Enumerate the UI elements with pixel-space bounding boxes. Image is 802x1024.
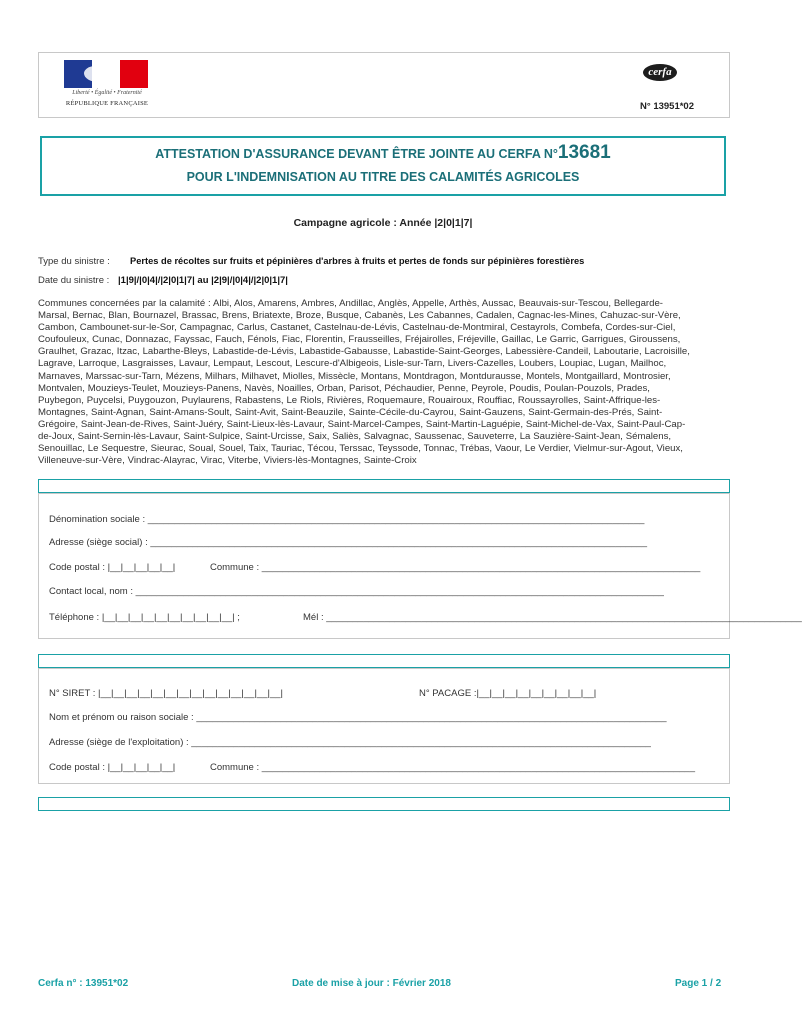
contact-local-field[interactable]: Contact local, nom : ____________________________________________________________________________________________________ — [49, 586, 664, 597]
code-postal-field[interactable]: Code postal : |__|__|__|__|__| — [49, 562, 176, 573]
communes-line: Montvalen, Mouzieys-Teulet, Mouzieys-Panens, Navès, Noailles, Orban, Parisot, Péchaudier, Penne, Peyrole, Poudis, Poulan-Pouzols, Prades, — [38, 382, 650, 394]
siret-field[interactable]: N° SIRET : |__|__|__|__|__|__|__|__|__|__|__|__|__|__| — [49, 688, 283, 699]
section-band-bottom — [38, 797, 730, 811]
adresse-exploitation-field[interactable]: Adresse (siège de l'exploitation) : _______________________________________________________________________________________ — [49, 737, 651, 748]
telephone-field[interactable]: Téléphone : |__|__|__|__|__|__|__|__|__|__| ; — [49, 612, 240, 623]
campagne-agricole: Campagne agricole : Année |2|0|1|7| — [293, 217, 473, 229]
communes-line: Coufouleux, Cunac, Donnazac, Fayssac, Fauch, Fénols, Fiac, Florentin, Frausseilles, Fréjairolles, Fréjeville, Gaillac, Le Garric, Garrigues, Giroussens, — [38, 334, 681, 346]
title-line1: ATTESTATION D'ASSURANCE DEVANT ÊTRE JOINTE AU CERFA N° — [155, 147, 558, 161]
title-cerfa-number: 13681 — [557, 142, 611, 163]
document-title — [40, 142, 726, 164]
exploitant-commune-field[interactable]: Commune : __________________________________________________________________________________ — [210, 762, 695, 773]
section-band-assureur — [38, 479, 730, 493]
mel-field[interactable]: Mél : __________________________________________________________________________________________ — [303, 612, 802, 623]
communes-line: Grégoire, Saint-Jean-de-Rives, Saint-Juéry, Saint-Lieux-lès-Lavaur, Saint-Marcel-Campes, Saint-Martin-Laguépie, Saint-Michel-de-Vax, Saint-Paul-Cap- — [38, 418, 686, 430]
footer-cerfa: Cerfa n° : 13951*02 — [38, 978, 129, 989]
communes-line: Cambon, Cambounet-sur-le-Sor, Campagnac, Carlus, Castanet, Castelnau-de-Lévis, Castelnau-de-Montmiral, Cestayrols, Combefa, Cordes-sur-Ciel, — [38, 322, 676, 334]
communes-line: Communes concernées par la calamité : Albi, Alos, Amarens, Ambres, Andillac, Anglès, Appelle, Arthès, Aussac, Beauvais-sur-Tescou, Bellegarde- — [38, 298, 663, 309]
footer-date-maj: Date de mise à jour : Février 2018 — [292, 978, 451, 989]
type-sinistre-value: Pertes de récoltes sur fruits et pépinières d'arbres à fruits et pertes de fonds sur pépinières forestières — [130, 256, 585, 266]
communes-line: Puybegon, Puycelsi, Puygouzon, Puylaurens, Rabastens, Le Riols, Rivières, Roquemaure, Rouairoux, Rouffiac, Roussayrolles, Saint-Affrique-les- — [38, 394, 661, 406]
communes-line: de-Joux, Saint-Sernin-lès-Lavaur, Saint-Sulpice, Saint-Urcisse, Saix, Saliès, Salvagnac, Saussenac, Sauveterre, La Sauzière-Saint-Jean, Sémalens, — [38, 431, 672, 443]
adresse-siege-field[interactable]: Adresse (siège social) : ______________________________________________________________________________________________ — [49, 537, 648, 548]
republique-text: RÉPUBLIQUE FRANÇAISE — [65, 100, 149, 107]
devise-text: Liberté • Égalité • Fraternité — [72, 90, 142, 96]
type-sinistre-label: Type du sinistre : — [38, 256, 110, 267]
document-subtitle: POUR L'INDEMNISATION AU TITRE DES CALAMITÉS AGRICOLES — [186, 170, 580, 184]
footer-page: Page 1 / 2 — [675, 978, 722, 989]
exploitant-code-postal-field[interactable]: Code postal : |__|__|__|__|__| — [49, 762, 176, 773]
section-band-exploitant — [38, 654, 730, 668]
communes-line: Montagnes, Saint-Agnan, Saint-Amans-Soult, Saint-Avit, Saint-Beauzile, Sainte-Cécile-du-Cayrou, Saint-Gauzens, Saint-Germain-des-Prés, Saint- — [38, 406, 663, 418]
date-sinistre-label: Date du sinistre : — [38, 275, 110, 286]
pacage-field[interactable]: N° PACAGE :|__|__|__|__|__|__|__|__|__| — [419, 688, 597, 699]
commune-field[interactable]: Commune : ___________________________________________________________________________________ — [210, 562, 701, 573]
communes-line: Marsal, Bernac, Blan, Bournazel, Brassac, Brens, Briatexte, Broze, Busque, Cabanès, Les Cabannes, Cadalen, Cagnac-les-Mines, Cahuzac-sur-Vère, — [38, 310, 681, 322]
date-sinistre-value: |1|9|/|0|4|/|2|0|1|7| au |2|9|/|0|4|/|2|0|1|7| — [118, 275, 288, 286]
communes-line: Lagrave, Larroque, Lasgraisses, Lavaur, Lempaut, Lescout, Lescure-d'Albigeois, Lisle-sur-Tarn, Livers-Cazelles, Loubers, Loupiac, Lugan, Mailhoc, — [38, 358, 667, 370]
marianne-logo — [58, 58, 156, 112]
nom-raison-sociale-field[interactable]: Nom et prénom ou raison sociale : _________________________________________________________________________________________ — [49, 712, 667, 723]
communes-line: Villeneuve-sur-Vère, Vindrac-Alayrac, Virac, Viterbe, Viviers-lès-Montagnes, Sainte-Croix — [38, 455, 417, 467]
communes-line: Graulhet, Grazac, Itzac, Labarthe-Bleys, Labastide-de-Lévis, Labastide-Gabausse, Labastide-Saint-Georges, Labessière-Candeil, Laboutarie, Lacroisille, — [38, 346, 690, 358]
marianne-profile-icon — [84, 66, 110, 82]
communes-line: Senouillac, Le Sequestre, Sieurac, Soual, Souel, Taix, Tauriac, Técou, Terssac, Teyssode, Tonnac, Trébas, Vaour, Le Verdier, Vielmur-sur-Agout, Vieux, — [38, 443, 683, 455]
cerfa-number: N° 13951*02 — [640, 101, 694, 112]
communes-list — [38, 298, 728, 467]
denomination-field[interactable]: Dénomination sociale : ______________________________________________________________________________________________ — [49, 514, 645, 525]
cerfa-logo: cerfa — [643, 64, 677, 81]
communes-line: Marnaves, Marssac-sur-Tarn, Mézens, Milhars, Milhavet, Miolles, Missècle, Montans, Montdragon, Montdurausse, Montels, Montgaillard, Montrosier, — [38, 370, 671, 382]
